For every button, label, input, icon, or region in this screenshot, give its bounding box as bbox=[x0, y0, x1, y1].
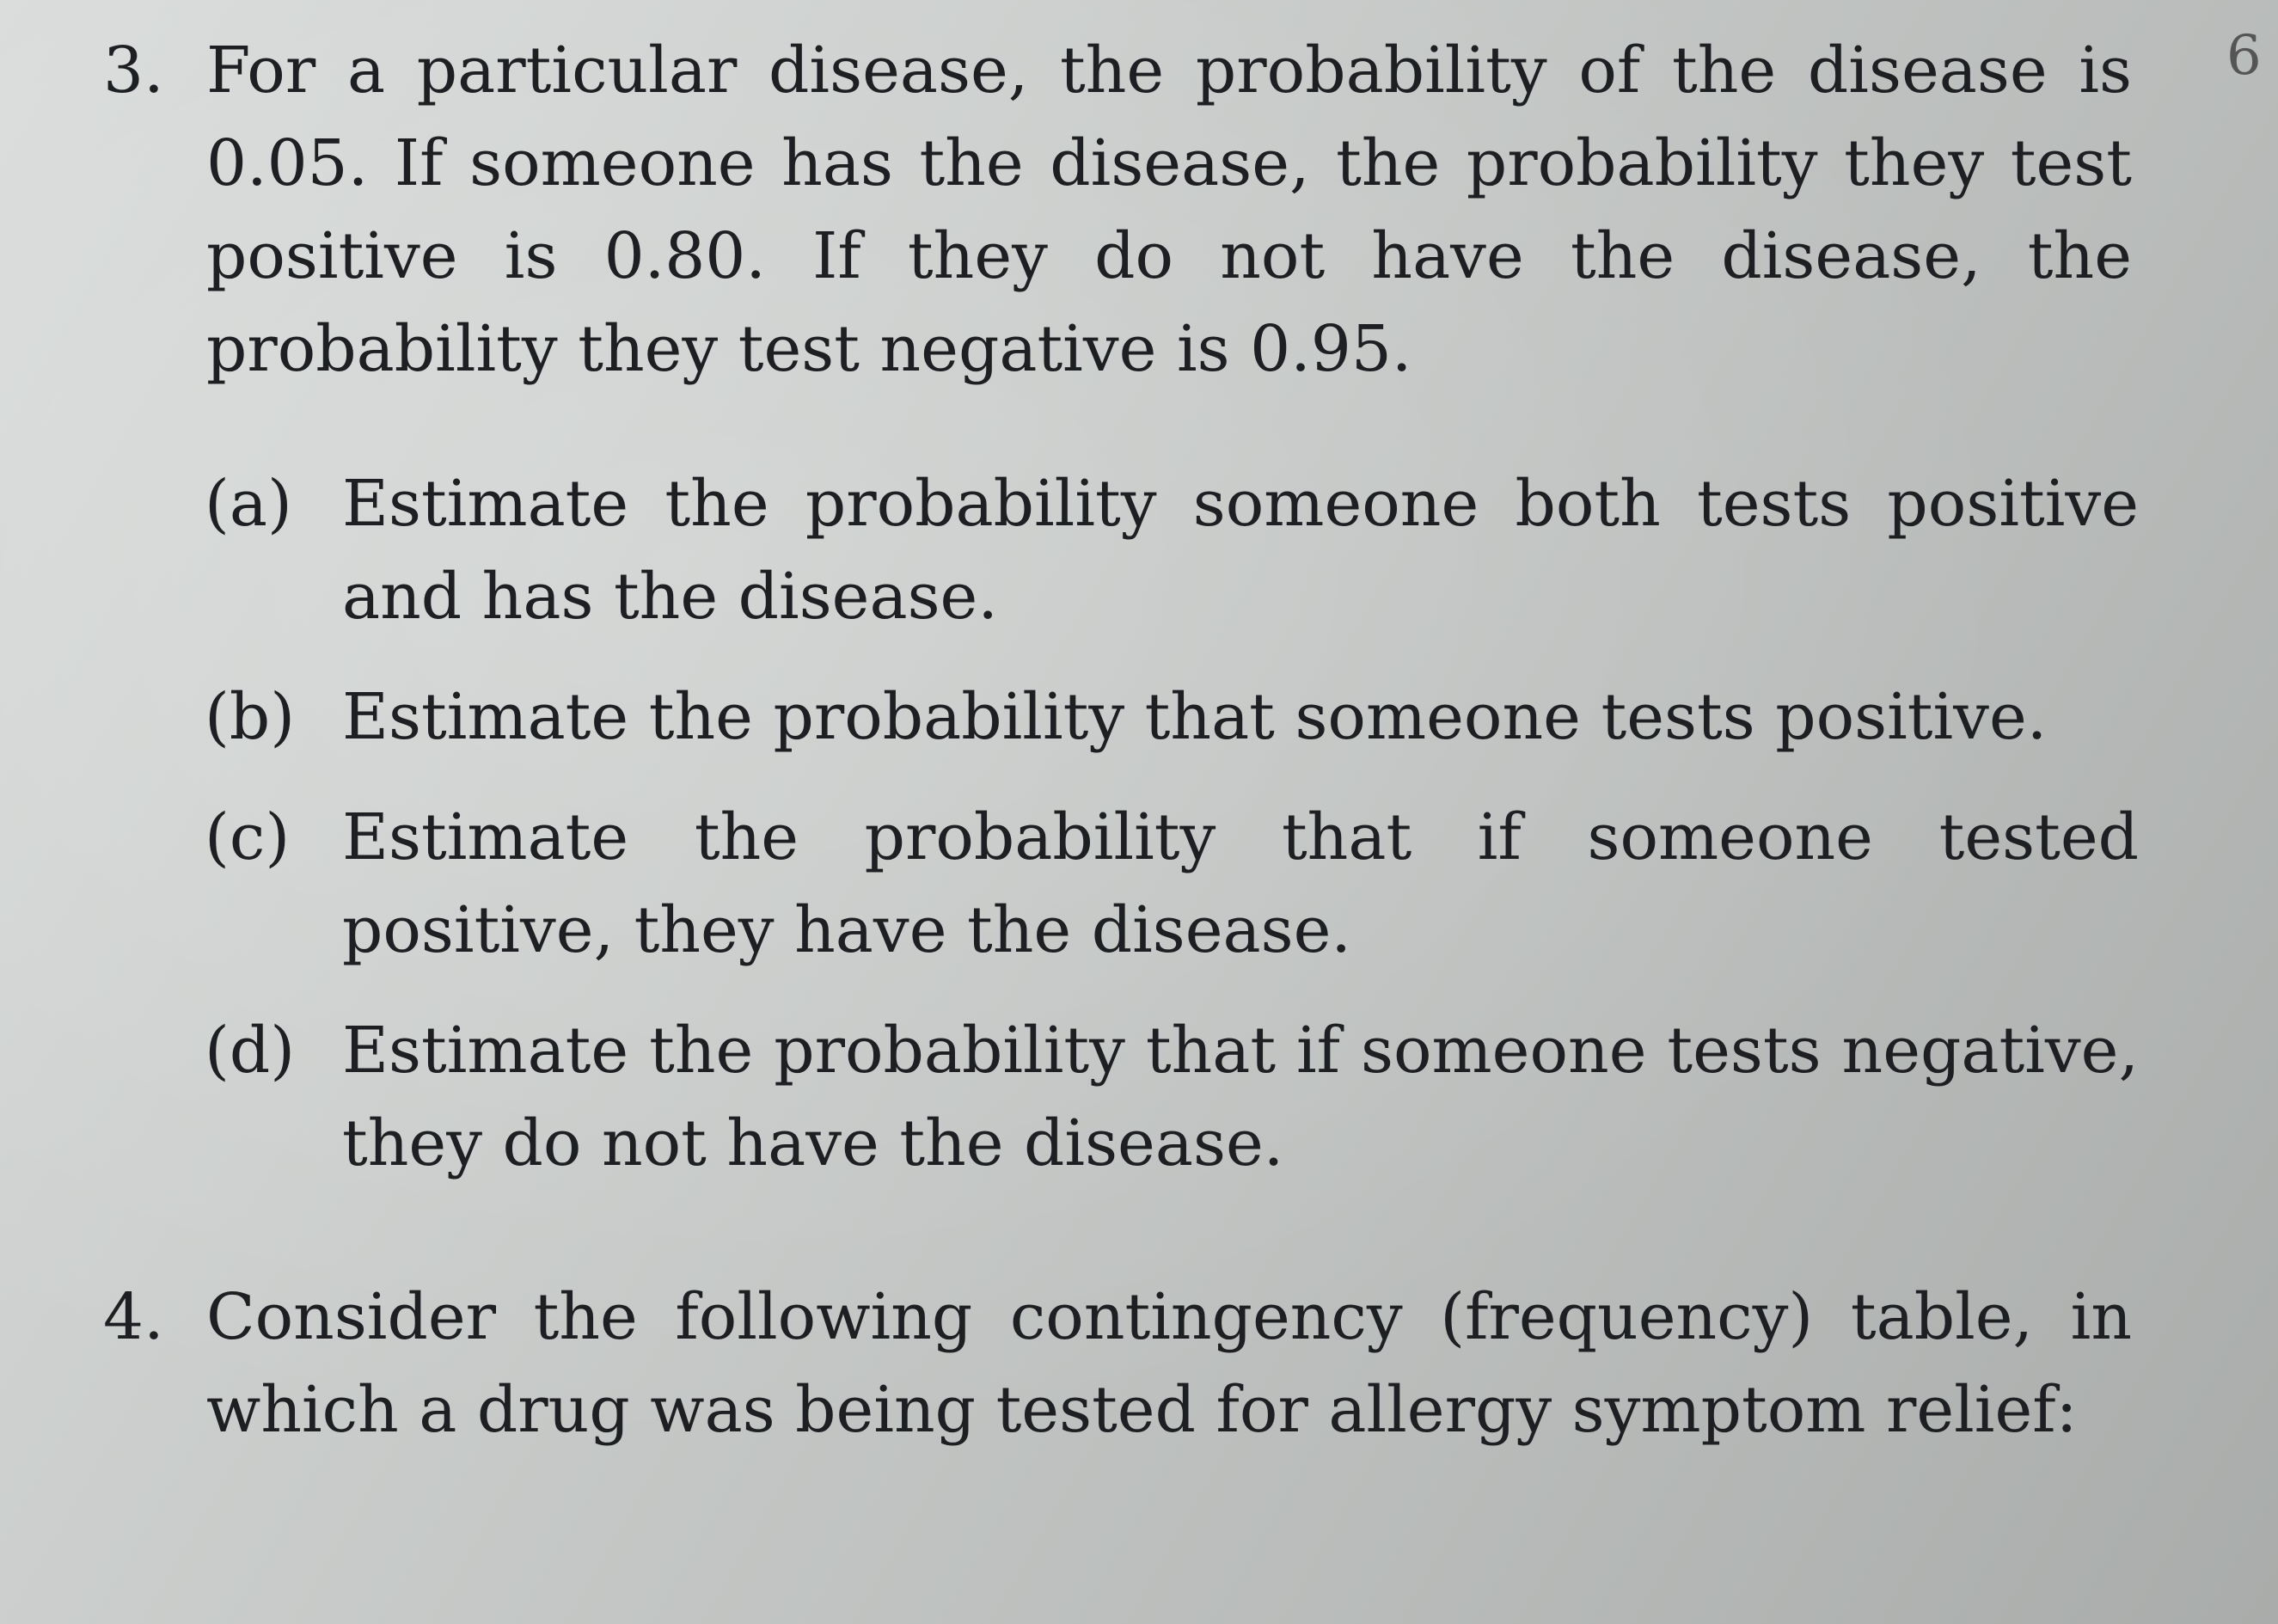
part-text: Estimate the probability someone both tests positive and has the disease. bbox=[342, 467, 2139, 634]
part-c bbox=[205, 791, 2139, 977]
part-label: (d) bbox=[205, 1014, 296, 1088]
problem-4 bbox=[103, 1271, 2132, 1456]
problem-3 bbox=[103, 24, 2132, 395]
part-a bbox=[205, 457, 2139, 643]
problem-3-parts bbox=[205, 457, 2139, 1217]
problem-number: 4. bbox=[103, 1280, 164, 1354]
problem-number: 3. bbox=[103, 34, 164, 107]
part-label: (b) bbox=[205, 680, 296, 754]
problem-statement: Consider the following contingency (frequency) table, in which a drug was being tested for allergy symptom relief: bbox=[206, 1280, 2132, 1447]
part-b bbox=[205, 671, 2139, 763]
part-text: Estimate the probability that someone tests positive. bbox=[342, 680, 2048, 754]
part-label: (a) bbox=[205, 467, 292, 541]
part-text: Estimate the probability that if someone tested positive, they have the disease. bbox=[342, 800, 2139, 967]
part-d bbox=[205, 1004, 2139, 1190]
problem-statement: For a particular disease, the probability of the disease is 0.05. If someone has the disease, the probability they test positive is 0.80. If they do not have the disease, the probability they test negative is 0.95. bbox=[206, 34, 2132, 386]
part-text: Estimate the probability that if someone tests negative, they do not have the disease. bbox=[342, 1014, 2139, 1180]
page-number: 6 bbox=[2226, 24, 2262, 88]
part-label: (c) bbox=[205, 800, 291, 874]
